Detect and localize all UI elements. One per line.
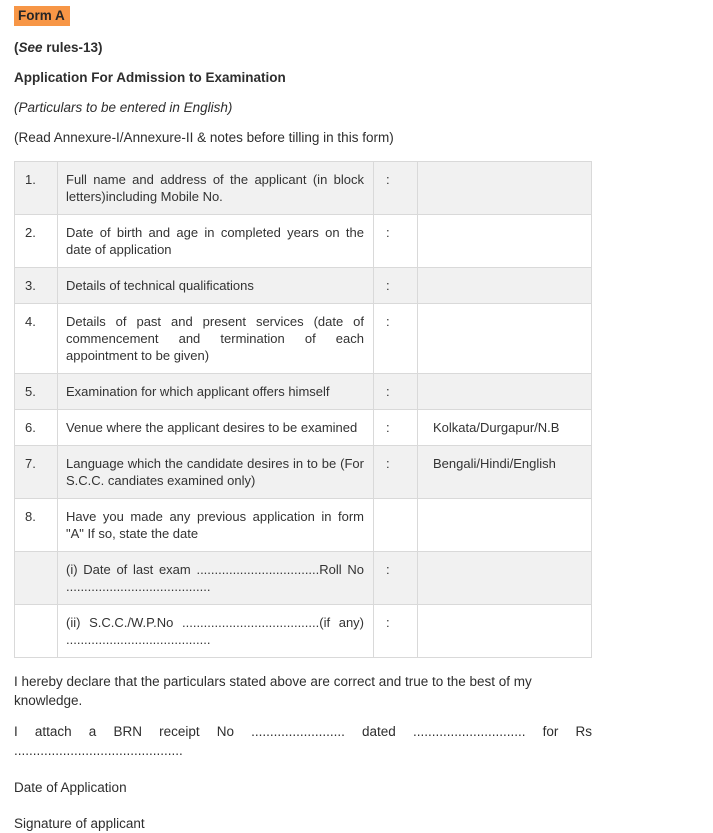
row-number: 8. [15, 499, 58, 552]
form-title: Application For Admission to Examination [14, 70, 286, 85]
form-title-highlight: Form A [14, 6, 70, 26]
row-label: Examination for which applicant offers himself [58, 374, 374, 410]
table-row-5 [15, 374, 592, 410]
row-label: Full name and address of the applicant (in block letters)including Mobile No. [58, 162, 374, 215]
table-row-2 [15, 215, 592, 268]
table-row-8i [15, 552, 592, 605]
receipt-paragraph: I attach a BRN receipt No ......................... dated .............................. for Rs ............................................. [14, 724, 592, 758]
row-colon: : [374, 446, 418, 499]
row-value [418, 552, 592, 605]
row-value [418, 499, 592, 552]
row-colon: : [374, 605, 418, 658]
see-rules-rest: rules-13) [42, 40, 103, 55]
row-number: 3. [15, 268, 58, 304]
table-row-6 [15, 410, 592, 446]
see-rules-line [14, 39, 713, 56]
table-row-4 [15, 304, 592, 374]
particulars-note: (Particulars to be entered in English) [14, 100, 233, 115]
row-number: 5. [15, 374, 58, 410]
row-colon: : [374, 552, 418, 605]
row-label: (ii) S.C.C./W.P.No ......................................(if any) ........................................ [58, 605, 374, 658]
row-colon: : [374, 374, 418, 410]
row-colon: : [374, 162, 418, 215]
row-number: 6. [15, 410, 58, 446]
form-header [14, 6, 713, 146]
row-number [15, 605, 58, 658]
row-label: Date of birth and age in completed years on the date of application [58, 215, 374, 268]
row-number: 2. [15, 215, 58, 268]
row-label: Venue where the applicant desires to be examined [58, 410, 374, 446]
form-footer [14, 672, 592, 833]
row-colon [374, 499, 418, 552]
row-colon: : [374, 268, 418, 304]
row-value: Kolkata/Durgapur/N.B [418, 410, 592, 446]
read-instructions-note: (Read Annexure-I/Annexure-II & notes before tilling in this form) [14, 130, 394, 145]
table-row-1 [15, 162, 592, 215]
table-row-8ii [15, 605, 592, 658]
application-form-table [14, 161, 592, 658]
row-label: Details of past and present services (date of commencement and termination of each appointment to be given) [58, 304, 374, 374]
signature-of-applicant-label: Signature of applicant [14, 816, 145, 831]
table-row-7 [15, 446, 592, 499]
row-number: 1. [15, 162, 58, 215]
row-value [418, 605, 592, 658]
row-label: Details of technical qualifications [58, 268, 374, 304]
row-value [418, 374, 592, 410]
row-colon: : [374, 215, 418, 268]
date-of-application-label: Date of Application [14, 780, 127, 795]
row-value: Bengali/Hindi/English [418, 446, 592, 499]
row-number: 4. [15, 304, 58, 374]
row-colon: : [374, 410, 418, 446]
table-row-8 [15, 499, 592, 552]
row-number: 7. [15, 446, 58, 499]
row-colon: : [374, 304, 418, 374]
row-label: Language which the candidate desires in to be (For S.C.C. candiates examined only) [58, 446, 374, 499]
see-rules-italic-word: See [18, 40, 43, 55]
row-value [418, 162, 592, 215]
table-row-3 [15, 268, 592, 304]
row-number [15, 552, 58, 605]
row-label: Have you made any previous application in form "A" If so, state the date [58, 499, 374, 552]
declaration-paragraph: I hereby declare that the particulars stated above are correct and true to the best of my knowledge. [14, 674, 532, 708]
row-value [418, 304, 592, 374]
row-label: (i) Date of last exam ..................................Roll No ........................................ [58, 552, 374, 605]
row-value [418, 215, 592, 268]
see-rules-open: ( [14, 40, 19, 55]
row-value [418, 268, 592, 304]
